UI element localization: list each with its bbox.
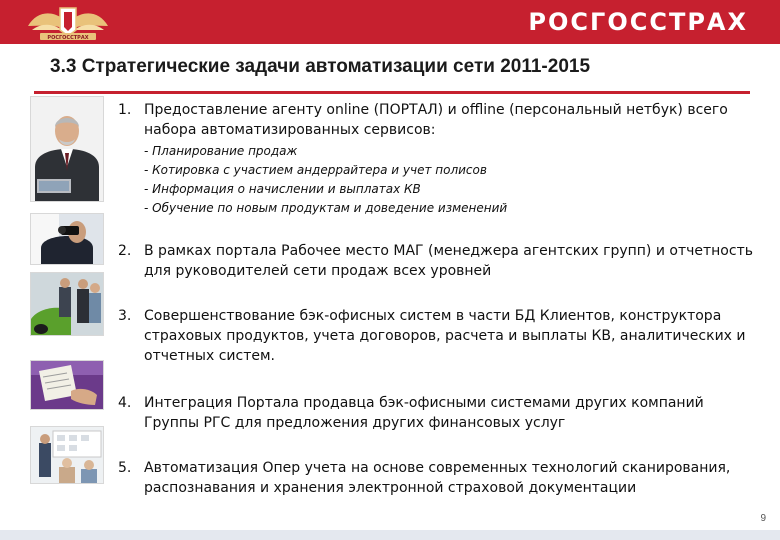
header-bar (0, 0, 780, 44)
list-item-number: 2. (118, 243, 132, 259)
list-item (118, 458, 763, 498)
list-item-text: В рамках портала Рабочее место МАГ (менеджера агентских групп) и отчетность для руководителей сети продаж всех уровней (144, 243, 753, 279)
list-item-number: 3. (118, 308, 132, 324)
sub-item: - Планирование продаж (144, 144, 298, 158)
sub-list (144, 142, 754, 218)
list-item-number: 4. (118, 395, 132, 411)
sub-item: - Обучение по новым продуктам и доведение изменений (144, 201, 508, 215)
rosgosstrakh-eagle-logo (26, 2, 110, 42)
logo-emblem-text: РОСГОССТРАХ (47, 35, 89, 41)
list-item (118, 306, 763, 366)
brand-wordmark: РОСГОССТРАХ (528, 8, 748, 36)
sub-item: - Информация о начислении и выплатах КВ (144, 182, 421, 196)
list-item (118, 100, 763, 140)
list-item (118, 393, 763, 433)
list-item-text: Интеграция Портала продавца бэк-офисными системами других компаний Группы РГС для предложения других финансовых услуг (144, 395, 704, 431)
list-item-text: Предоставление агенту online (ПОРТАЛ) и offline (персональный нетбук) всего набора автоматизированных сервисов: (144, 102, 728, 138)
photo-agent-with-laptop (30, 96, 104, 202)
list-item-number: 1. (118, 102, 132, 118)
slide-title: 3.3 Стратегические задачи автоматизации сети 2011-2015 (50, 56, 591, 77)
list-item (118, 241, 763, 281)
photo-car-dealership (30, 272, 104, 336)
sub-item: - Котировка с участием андеррайтера и учет полисов (144, 163, 487, 177)
title-divider (34, 91, 750, 94)
list-item-number: 5. (118, 460, 132, 476)
list-item-text: Совершенствование бэк-офисных систем в части БД Клиентов, конструктора страховых продуктов, учета договоров, расчета и выплаты КВ, аналитических и отчетных систем. (144, 308, 746, 364)
photo-classroom (30, 426, 104, 484)
page-number: 9 (760, 513, 766, 524)
list-item-text: Автоматизация Опер учета на основе современных технологий сканирования, распознавания и хранения электронной страховой документации (144, 460, 731, 496)
photo-binoculars (30, 213, 104, 265)
footer-bar (0, 530, 780, 540)
photo-documents-hand (30, 360, 104, 410)
